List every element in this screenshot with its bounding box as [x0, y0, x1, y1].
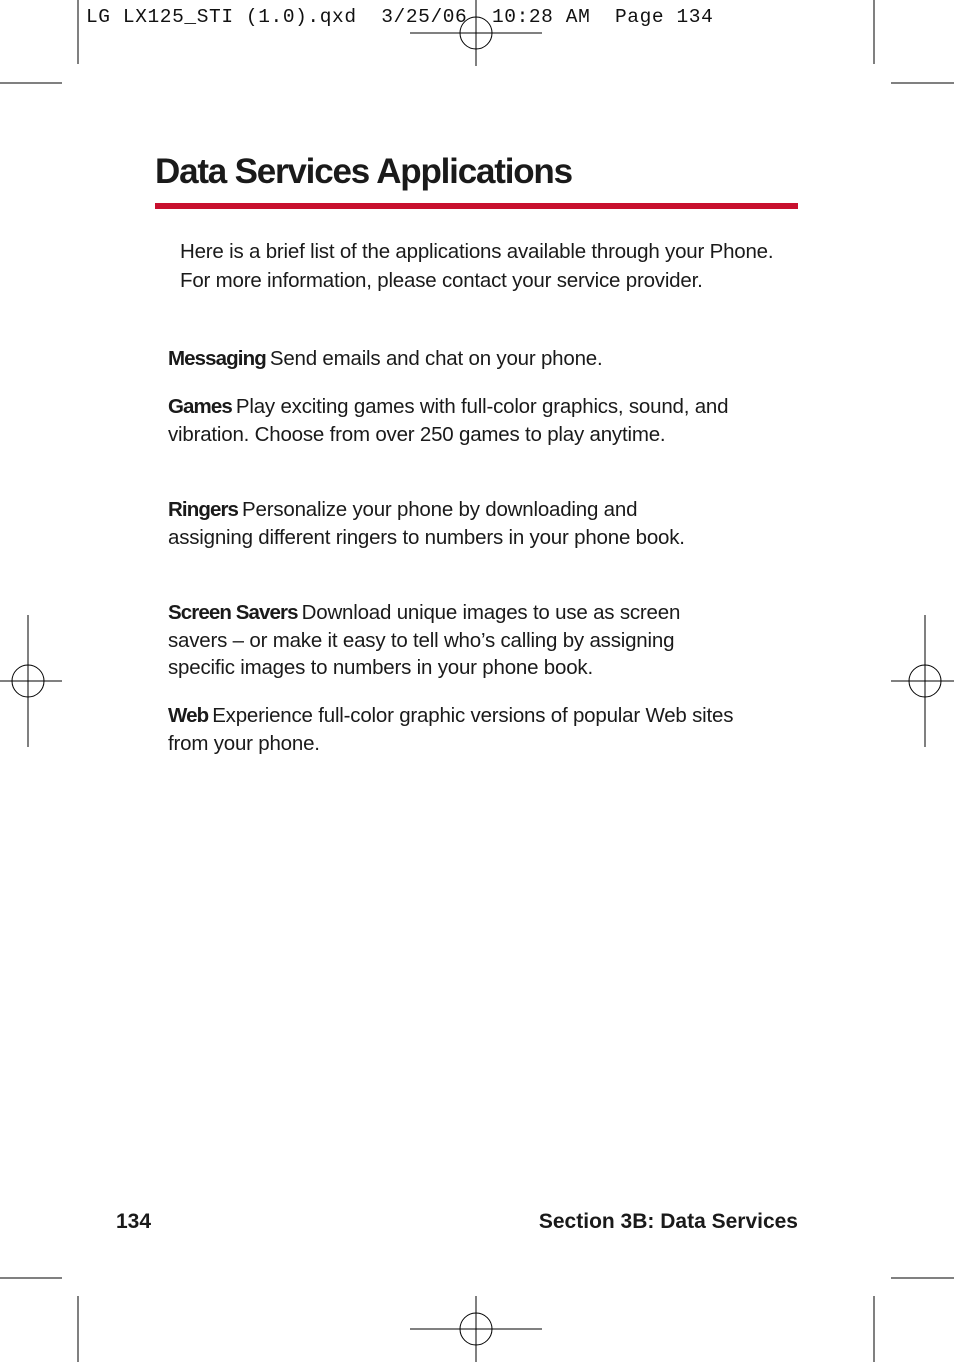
app-description: Play exciting games with full-color graphics, sound, and vibration. Choose from over 250 games to play anytime. [168, 395, 729, 446]
app-term: Messaging [168, 347, 266, 370]
app-term: Web [168, 704, 209, 727]
app-term: Ringers [168, 498, 239, 521]
app-description: Download unique images to use as screen savers – or make it easy to tell who’s calling by assigning specific images to numbers in your phone book. [168, 601, 681, 679]
section-footer: Section 3B: Data Services [538, 1210, 798, 1233]
app-term: Screen Savers [168, 601, 298, 624]
app-entry-ringers [168, 496, 708, 551]
app-description: Send emails and chat on your phone. [269, 347, 603, 370]
intro-paragraph: Here is a brief list of the applications available through your Phone. For more information, please contact your service provider. [180, 240, 774, 292]
app-entry-messaging [168, 345, 768, 373]
app-entry-screen-savers [168, 599, 728, 682]
app-description: Experience full-color graphic versions of popular Web sites from your phone. [168, 704, 734, 755]
app-entry-games [168, 393, 758, 448]
page-number: 134 [116, 1210, 152, 1233]
title-rule [155, 203, 798, 209]
app-term: Games [168, 395, 232, 418]
page-title: Data Services Applications [155, 152, 572, 191]
app-description: Personalize your phone by downloading and assigning different ringers to numbers in your phone book. [168, 498, 685, 549]
print-slug: LG LX125_STI (1.0).qxd 3/25/06 10:28 AM Page 134 [86, 6, 714, 28]
app-entry-web [168, 702, 758, 757]
